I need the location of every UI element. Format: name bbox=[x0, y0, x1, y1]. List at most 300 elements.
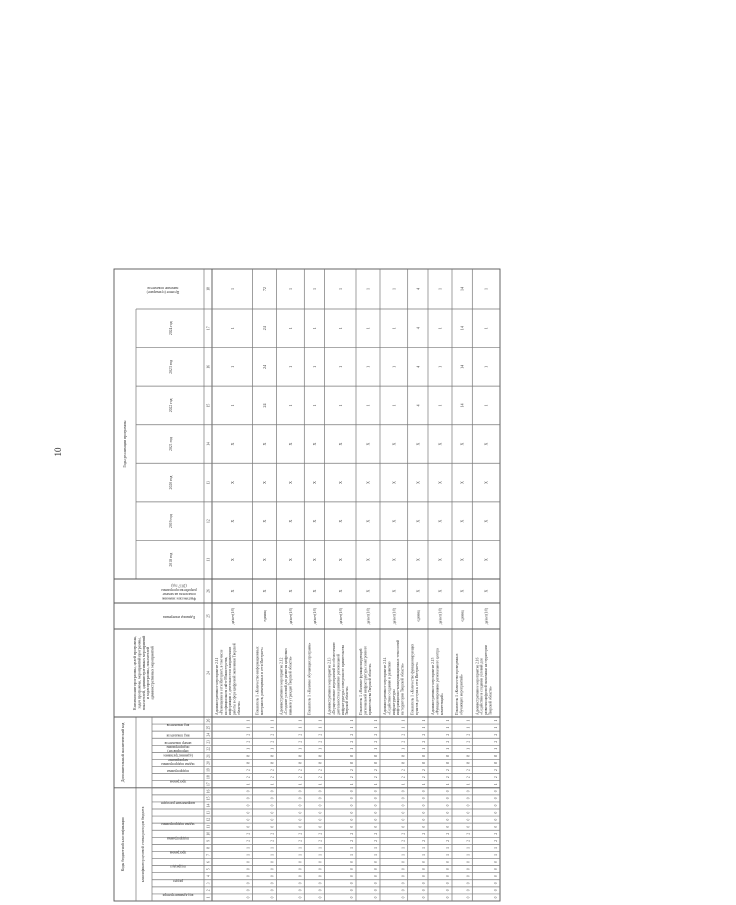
code-cell: 8 bbox=[298, 762, 303, 764]
code-col-number: 9 bbox=[206, 839, 211, 842]
row-name-cell: Показатель 1 «Наличие функционирующейрегиональной инфраструктуры электронногоправительства Тверской области» bbox=[359, 645, 372, 715]
code-cell: 2 bbox=[270, 839, 275, 842]
code-col-header: подпрограмма bbox=[167, 769, 189, 774]
row-year-cell: X bbox=[262, 481, 268, 485]
table-row bbox=[475, 288, 498, 898]
row-target-cell: 1 bbox=[483, 288, 489, 290]
row-year-cell: X bbox=[229, 519, 235, 523]
year-col-header: 2023 год bbox=[169, 359, 173, 374]
code-col-number: 25 bbox=[206, 725, 211, 730]
code-cell: 1 bbox=[298, 847, 303, 849]
code-cell: 2 bbox=[422, 733, 426, 736]
code-cell: 2 bbox=[246, 733, 251, 736]
row-year-cell: 14 bbox=[459, 326, 465, 331]
target-col-header: Целевое (суммарное)значение показателя bbox=[146, 285, 180, 295]
code-cell: 0 bbox=[422, 868, 426, 871]
code-cell: 1 bbox=[298, 747, 303, 750]
code-cell: 0 bbox=[466, 804, 471, 807]
code-cell: 0 bbox=[446, 861, 450, 863]
code-cell: 0 bbox=[350, 896, 354, 899]
code-cell: 0 bbox=[374, 889, 378, 892]
row-year-cell: X bbox=[459, 558, 465, 562]
code-cell: 8 bbox=[246, 762, 251, 764]
row-target-cell: 72 bbox=[262, 287, 268, 291]
code-cell: 8 bbox=[374, 762, 378, 764]
code-col-number: 18 bbox=[206, 775, 211, 779]
code-cell: 0 bbox=[401, 825, 406, 828]
code-cell: 8 bbox=[466, 755, 471, 757]
code-cell: 0 bbox=[298, 882, 303, 885]
code-cell: 1 bbox=[270, 726, 275, 729]
row-name-cell: Административное мероприятие 2.11«Размещение в сети Интернет, в том числена официальном сайте Министерства,информации о деятельности и направленияхработы в сфере цифровой экономики Тверскойобласти» bbox=[215, 643, 241, 715]
code-cell: 1 bbox=[422, 847, 426, 849]
code-cell: 0 bbox=[422, 804, 426, 807]
row-year-cell: 1 bbox=[483, 327, 489, 330]
code-col-number: 26 bbox=[206, 718, 211, 723]
code-cell: 0 bbox=[350, 804, 354, 807]
code-cell: 2 bbox=[246, 776, 251, 779]
row-year-cell: X bbox=[365, 558, 371, 562]
code-cell: 2 bbox=[401, 740, 406, 743]
code-cell: 1 bbox=[401, 719, 406, 722]
code-cell: 0 bbox=[318, 825, 323, 828]
code-cell: 0 bbox=[270, 868, 275, 871]
row-unit-cell: единиц bbox=[263, 610, 268, 622]
code-cell: 1 bbox=[401, 854, 406, 856]
code-col-header-wrap bbox=[161, 822, 195, 826]
row-year-cell: X bbox=[415, 519, 421, 523]
row-name-cell: Показатель 1 «Количество информационныхматериалов, размещенных в сети Интернет» bbox=[255, 646, 265, 715]
code-cell: 0 bbox=[466, 811, 471, 814]
row-year-cell: 1 bbox=[391, 404, 397, 407]
code-cell: 8 bbox=[401, 762, 406, 764]
row-year-cell: X bbox=[415, 481, 421, 485]
code-cell: 0 bbox=[246, 896, 251, 899]
row-year-cell: X bbox=[437, 481, 443, 485]
code-cell: 1 bbox=[446, 847, 450, 849]
row-base-cell: X bbox=[415, 589, 421, 593]
code-col-header: мероприятие(административноемероприятие)подпрограммы bbox=[163, 744, 193, 762]
code-cell: 2 bbox=[374, 776, 378, 779]
code-cell: 0 bbox=[350, 868, 354, 871]
code-cell: 1 bbox=[466, 783, 471, 786]
code-cell: 2 bbox=[246, 769, 251, 771]
code-col-header-wrap bbox=[169, 850, 186, 854]
code-cell: 0 bbox=[446, 804, 450, 807]
code-col-header-wrap bbox=[166, 723, 189, 727]
row-base-cell: X bbox=[311, 589, 317, 593]
col-number: 26 bbox=[206, 589, 211, 593]
code-cell: 1 bbox=[270, 854, 275, 856]
row-target-cell: 14 bbox=[459, 287, 465, 291]
code-cell: 0 bbox=[270, 797, 275, 800]
code-cell: 0 bbox=[446, 889, 450, 892]
row-year-cell: 1 bbox=[311, 404, 317, 407]
code-cell: 0 bbox=[446, 811, 450, 814]
code-cell: 2 bbox=[270, 740, 275, 743]
code-cell: 1 bbox=[374, 719, 378, 722]
code-col-number: 11 bbox=[206, 824, 211, 829]
code-col-header-wrap bbox=[170, 865, 186, 869]
col-number: 25 bbox=[206, 614, 211, 618]
code-cell: 0 bbox=[350, 861, 354, 863]
code-cell: 1 bbox=[270, 847, 275, 849]
code-cell: 0 bbox=[246, 818, 251, 821]
code-cell: 1 bbox=[374, 854, 378, 856]
code-cell: 2 bbox=[494, 740, 498, 743]
code-cell: 0 bbox=[350, 790, 354, 793]
row-year-cell: 1 bbox=[365, 404, 371, 407]
row-unit-cell: да/нет(1/0) bbox=[484, 607, 489, 625]
code-cell: 0 bbox=[494, 811, 498, 814]
code-col-header-wrap bbox=[169, 780, 186, 784]
code-cell: 0 bbox=[446, 797, 450, 800]
row-year-cell: X bbox=[287, 558, 293, 562]
col-number: 24 bbox=[206, 671, 211, 675]
row-year-cell: X bbox=[229, 558, 235, 562]
code-cell: 0 bbox=[246, 889, 251, 892]
row-year-cell: X bbox=[262, 442, 268, 446]
code-cell: 1 bbox=[446, 747, 450, 750]
code-cell: 0 bbox=[401, 875, 406, 878]
code-cell: 0 bbox=[422, 875, 426, 878]
row-year-cell: X bbox=[391, 481, 397, 485]
code-cell: 2 bbox=[298, 740, 303, 743]
code-cell: 0 bbox=[401, 811, 406, 814]
row-year-cell: 1 bbox=[287, 327, 293, 330]
row-year-cell: 24 bbox=[262, 326, 268, 331]
code-cell: 1 bbox=[298, 783, 303, 786]
code-cell: 0 bbox=[298, 804, 303, 807]
code-cell: 0 bbox=[494, 868, 498, 871]
code-cell: 8 bbox=[446, 762, 450, 764]
code-cell: 0 bbox=[422, 889, 426, 892]
code-cell: 1 bbox=[270, 747, 275, 750]
code-cell: 2 bbox=[318, 740, 323, 743]
code-cell: 0 bbox=[246, 861, 251, 863]
code-cell: 0 bbox=[270, 896, 275, 899]
code-cell: 8 bbox=[494, 755, 498, 757]
row-base-cell: X bbox=[229, 589, 235, 593]
row-year-cell: 4 bbox=[415, 365, 421, 368]
row-year-cell: 1 bbox=[437, 365, 443, 368]
year-col-header: 2019 год bbox=[169, 514, 173, 529]
code-cell: 0 bbox=[374, 790, 378, 793]
code-cell: 2 bbox=[422, 769, 426, 771]
code-cell: 0 bbox=[270, 875, 275, 878]
code-cell: 2 bbox=[270, 769, 275, 771]
code-cell: 1 bbox=[494, 854, 498, 856]
code-cell: 0 bbox=[318, 797, 323, 800]
row-year-cell: X bbox=[459, 481, 465, 485]
code-cell: 2 bbox=[422, 832, 426, 835]
code-cell: 0 bbox=[401, 889, 406, 892]
code-cell: 2 bbox=[466, 740, 471, 743]
code-cell: 1 bbox=[374, 847, 378, 849]
code-cell: 0 bbox=[318, 804, 323, 807]
code-cell: 0 bbox=[270, 804, 275, 807]
code-cell: 0 bbox=[494, 882, 498, 885]
col-number: 17 bbox=[206, 326, 211, 331]
code-cell: 8 bbox=[374, 755, 378, 757]
code-cell: 1 bbox=[401, 747, 406, 750]
table-row bbox=[256, 287, 275, 898]
code-cell: 2 bbox=[350, 769, 354, 771]
row-year-cell: 1 bbox=[365, 327, 371, 330]
row-year-cell: 1 bbox=[391, 365, 397, 368]
code-cell: 0 bbox=[422, 861, 426, 863]
code-cell: 0 bbox=[270, 825, 275, 828]
table-body bbox=[215, 287, 498, 898]
row-unit-cell: единиц bbox=[416, 610, 421, 622]
code-cell: 2 bbox=[318, 839, 323, 842]
row-name-cell: Административное мероприятие 2.12«Создание условий для развития цифровыхнавыков у граждан Тверской области» bbox=[279, 648, 293, 715]
code-cell: 2 bbox=[374, 740, 378, 743]
code-cell: 0 bbox=[401, 882, 406, 885]
row-year-cell: X bbox=[229, 442, 235, 446]
code-cell: 0 bbox=[246, 797, 251, 800]
row-unit-cell: да/нет(1/0) bbox=[230, 607, 235, 625]
code-cell: 0 bbox=[446, 818, 450, 821]
code-cell: 0 bbox=[318, 861, 323, 863]
unit-col-header: Единица измерения bbox=[163, 615, 195, 619]
row-year-cell: X bbox=[311, 442, 317, 446]
code-cell: 1 bbox=[298, 854, 303, 856]
col-number: 16 bbox=[206, 365, 211, 369]
code-cell: 0 bbox=[494, 825, 498, 828]
code-cell: 2 bbox=[350, 733, 354, 736]
code-cell: 0 bbox=[298, 896, 303, 899]
code-cell: 0 bbox=[422, 825, 426, 828]
code-col-header: номер показателя bbox=[164, 740, 192, 745]
row-year-cell: X bbox=[311, 481, 317, 485]
code-cell: 0 bbox=[466, 882, 471, 885]
code-cell: 0 bbox=[318, 811, 323, 814]
code-col-number: 15 bbox=[206, 796, 211, 801]
code-cell: 2 bbox=[401, 832, 406, 835]
code-cell: 1 bbox=[446, 854, 450, 856]
code-cell: 2 bbox=[446, 839, 450, 842]
code-cell: 2 bbox=[270, 776, 275, 779]
code-cell: 0 bbox=[466, 797, 471, 800]
code-cell: 2 bbox=[422, 776, 426, 779]
code-col-header: программа bbox=[169, 850, 187, 855]
row-year-cell: 1 bbox=[391, 327, 397, 330]
code-cell: 2 bbox=[494, 839, 498, 842]
code-col-number: 20 bbox=[206, 761, 211, 765]
code-cell: 2 bbox=[350, 740, 354, 743]
row-year-cell: 1 bbox=[287, 365, 293, 368]
code-cell: 0 bbox=[374, 896, 378, 899]
row-year-cell: 1 bbox=[311, 365, 317, 368]
code-cell: 1 bbox=[246, 719, 251, 722]
code-cell: 2 bbox=[298, 839, 303, 842]
code-cell: 0 bbox=[494, 875, 498, 878]
row-base-cell: X bbox=[459, 589, 465, 593]
row-year-cell: X bbox=[337, 558, 343, 562]
code-cell: 0 bbox=[374, 804, 378, 807]
code-cell: 0 bbox=[401, 896, 406, 899]
code-cell: 0 bbox=[422, 790, 426, 793]
code-col-header: раздел bbox=[173, 878, 183, 883]
code-cell: 0 bbox=[350, 875, 354, 878]
code-col-header: код администратора bbox=[162, 892, 194, 897]
row-unit-cell: да/нет(1/0) bbox=[338, 607, 343, 625]
code-cell: 0 bbox=[494, 804, 498, 807]
name-col-header: Наименование программы, целей программы,задач программы, мероприятий программы,показателей, административных мероприятийи задач программы, показателейадминистративных мероприятий bbox=[133, 635, 155, 711]
row-name-cell: Показатель 1 «Наличие обучающих программ» bbox=[307, 642, 312, 715]
code-cell: 0 bbox=[494, 861, 498, 863]
row-year-cell: X bbox=[287, 481, 293, 485]
code-cell: 0 bbox=[270, 811, 275, 814]
row-base-cell: X bbox=[262, 589, 268, 593]
code-cell: 2 bbox=[446, 776, 450, 779]
code-cell: 2 bbox=[466, 733, 471, 736]
code-cell: 1 bbox=[422, 783, 426, 786]
code-cell: 1 bbox=[246, 747, 251, 750]
row-unit-cell: единиц bbox=[460, 610, 465, 622]
code-cell: 0 bbox=[494, 790, 498, 793]
code-cell: 0 bbox=[446, 790, 450, 793]
code-cell: 1 bbox=[494, 719, 498, 722]
code-cell: 0 bbox=[466, 889, 471, 892]
code-col-header-wrap bbox=[164, 741, 191, 745]
code-cell: 2 bbox=[374, 832, 378, 835]
row-year-cell: 1 bbox=[229, 365, 235, 368]
row-base-cell: X bbox=[365, 589, 371, 593]
code-cell: 0 bbox=[494, 896, 498, 899]
code-cell: 1 bbox=[466, 747, 471, 750]
code-cell: 8 bbox=[246, 755, 251, 757]
code-cell: 0 bbox=[246, 825, 251, 828]
code-col-number: 21 bbox=[206, 754, 211, 758]
code-cell: 0 bbox=[374, 818, 378, 821]
row-target-cell: 1 bbox=[365, 288, 371, 290]
code-col-number: 24 bbox=[206, 732, 211, 737]
code-cell: 2 bbox=[350, 776, 354, 779]
row-year-cell: X bbox=[287, 442, 293, 446]
code-cell: 8 bbox=[270, 755, 275, 757]
row-year-cell: X bbox=[365, 442, 371, 446]
code-cell: 2 bbox=[318, 776, 323, 779]
code-cell: 8 bbox=[270, 762, 275, 764]
row-base-cell: X bbox=[391, 589, 397, 593]
code-cell: 0 bbox=[401, 790, 406, 793]
table-row bbox=[307, 288, 322, 898]
code-col-number: 17 bbox=[206, 782, 211, 787]
row-year-cell: 1 bbox=[483, 404, 489, 407]
code-cell: 2 bbox=[374, 839, 378, 842]
code-cell: 0 bbox=[298, 889, 303, 892]
code-cell: 1 bbox=[350, 783, 354, 786]
col-number: 11 bbox=[206, 557, 211, 562]
code-cell: 0 bbox=[246, 790, 251, 793]
code-cell: 1 bbox=[374, 783, 378, 786]
table-row bbox=[455, 287, 470, 898]
code-cell: 0 bbox=[298, 875, 303, 878]
table-row bbox=[383, 288, 406, 898]
code-cell: 0 bbox=[422, 797, 426, 800]
row-year-cell: X bbox=[262, 519, 268, 523]
code-cell: 2 bbox=[318, 832, 323, 835]
code-cell: 2 bbox=[401, 839, 406, 842]
code-col-number: 16 bbox=[206, 789, 211, 794]
code-cell: 2 bbox=[446, 740, 450, 743]
row-name-cell: Показатель 1 «Количество проведенныхобучающих мероприятий» bbox=[455, 653, 464, 715]
page-number: 10 bbox=[53, 447, 63, 457]
code-cell: 0 bbox=[318, 868, 323, 871]
code-cell: 1 bbox=[466, 726, 471, 729]
code-cell: 1 bbox=[422, 719, 426, 722]
code-cell: 8 bbox=[298, 755, 303, 757]
code-cell: 0 bbox=[298, 818, 303, 821]
row-unit-cell: да/нет(1/0) bbox=[392, 607, 397, 625]
row-year-cell: X bbox=[229, 481, 235, 485]
row-year-cell: 14 bbox=[459, 364, 465, 369]
code-col-header-wrap bbox=[161, 801, 195, 805]
code-cell: 0 bbox=[446, 875, 450, 878]
code-cell: 0 bbox=[270, 790, 275, 793]
code-cell: 1 bbox=[422, 854, 426, 856]
code-cell: 1 bbox=[422, 747, 426, 750]
code-cell: 1 bbox=[246, 726, 251, 729]
code-cell: 0 bbox=[466, 825, 471, 828]
code-cell: 1 bbox=[466, 854, 471, 856]
row-name-cell: Административное мероприятие 2.16«Содействие в создании условий дляразвития цифровой экономики на территорииТверской области» bbox=[475, 645, 493, 715]
col-number: 13 bbox=[206, 480, 211, 485]
row-year-cell: 1 bbox=[365, 365, 371, 368]
code-cell: 1 bbox=[422, 726, 426, 729]
code-cell: 0 bbox=[350, 889, 354, 892]
code-cell: 2 bbox=[246, 839, 251, 842]
row-year-cell: 1 bbox=[229, 404, 235, 407]
code-col-number: 13 bbox=[206, 810, 211, 815]
code-cell: 0 bbox=[446, 896, 450, 899]
code-cell: 0 bbox=[350, 882, 354, 885]
row-year-cell: 1 bbox=[337, 404, 343, 407]
code-cell: 2 bbox=[374, 733, 378, 736]
row-target-cell: 1 bbox=[337, 288, 343, 290]
code-cell: 0 bbox=[318, 896, 323, 899]
code-col-number: 1 bbox=[206, 896, 211, 899]
row-year-cell: X bbox=[415, 442, 421, 446]
code-cell: 0 bbox=[422, 818, 426, 821]
table-row bbox=[215, 288, 251, 898]
code-col-header-wrap bbox=[167, 836, 189, 840]
col-number: 15 bbox=[206, 403, 211, 408]
code-col-number: 8 bbox=[206, 847, 211, 849]
code-cell: 1 bbox=[374, 747, 378, 750]
code-cell: 0 bbox=[298, 811, 303, 814]
code-cell: 1 bbox=[401, 847, 406, 849]
code-cell: 0 bbox=[298, 825, 303, 828]
code-cell: 0 bbox=[466, 896, 471, 899]
code-cell: 2 bbox=[246, 832, 251, 835]
year-col-header: 2022 год bbox=[169, 398, 173, 413]
row-year-cell: X bbox=[437, 558, 443, 562]
row-year-cell: X bbox=[483, 442, 489, 446]
years-group-header: Годы реализации программы bbox=[123, 420, 127, 468]
code-cell: 0 bbox=[374, 875, 378, 878]
code-cell: 8 bbox=[318, 755, 323, 757]
code-cell: 2 bbox=[270, 832, 275, 835]
code-cell: 1 bbox=[350, 719, 354, 722]
code-cell: 0 bbox=[246, 882, 251, 885]
row-year-cell: 1 bbox=[287, 404, 293, 407]
code-cell: 0 bbox=[318, 875, 323, 878]
year-col-header: 2021 год bbox=[169, 437, 173, 451]
code-cell: 0 bbox=[401, 818, 406, 821]
